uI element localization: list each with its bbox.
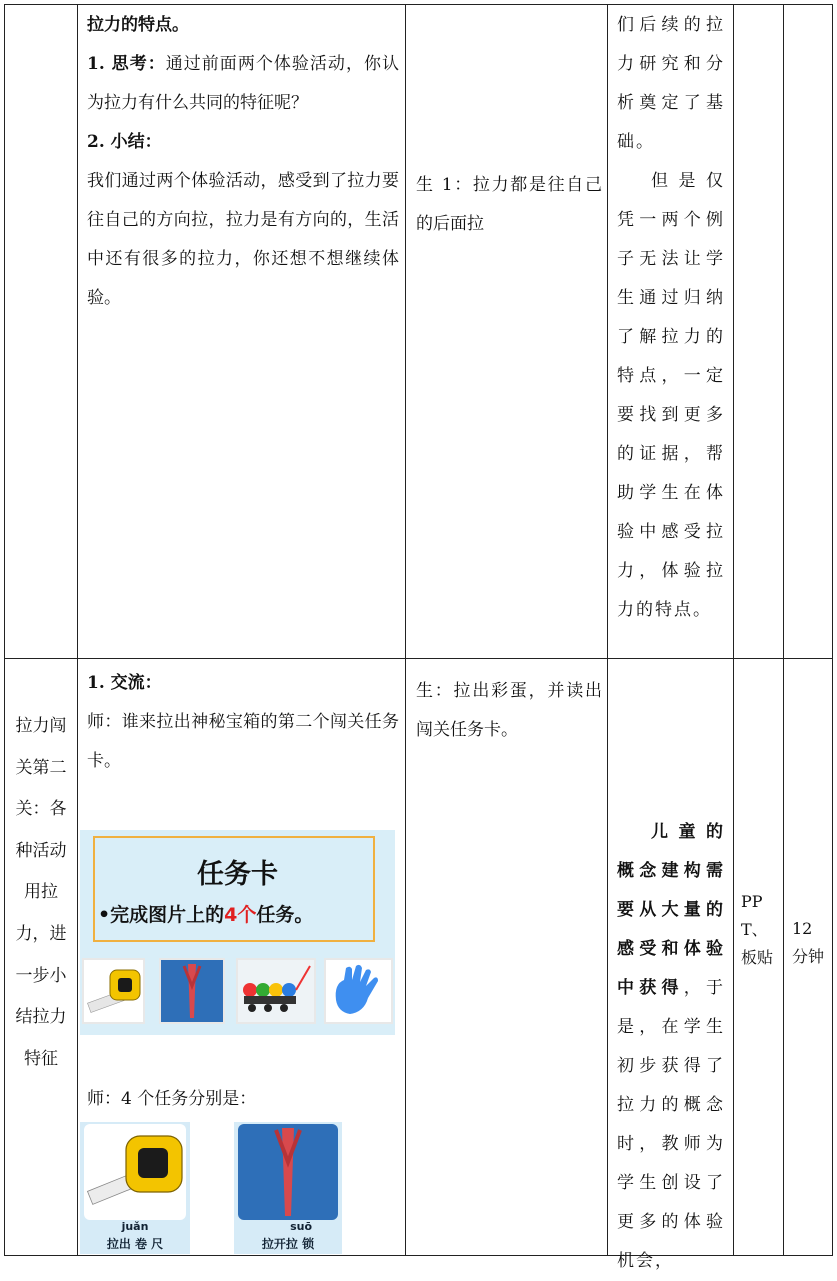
row1-intent-cell	[617, 6, 725, 630]
row2-student-answer: 生：拉出彩蛋，并读出闯关任务卡。	[416, 681, 602, 740]
task-card-sub-prefix: •完成图片上的	[98, 904, 225, 926]
summary-text: 我们通过两个体验活动，感受到了拉力要往自己的方向拉，拉力是有方向的，生活中还有很多的拉力，你还想不想继续体验。	[87, 171, 399, 308]
grid-line	[832, 4, 833, 1256]
row2-intent-cell	[617, 813, 725, 1281]
tape-measure-icon	[84, 960, 143, 1022]
grid-line	[4, 658, 833, 659]
zipper-icon	[161, 960, 223, 1022]
grid-line	[405, 4, 406, 1256]
task-card-sub-suffix: 任务。	[256, 904, 314, 926]
task-card-subtitle	[98, 900, 313, 927]
think-label: 1. 思考：	[87, 54, 166, 74]
time-cell: 12分钟	[792, 919, 825, 966]
toy-cars-thumbnail	[236, 958, 316, 1024]
pull-toy-icon	[238, 960, 314, 1022]
zipper-photo	[234, 1122, 342, 1254]
task-card-sub-number: 4个	[224, 904, 257, 926]
teacher-line-1: 师：谁来拉出神秘宝箱的第二个闯关任务卡。	[87, 712, 399, 771]
row1-student-answer: 生 1：拉力都是往自己的后面拉	[416, 175, 602, 234]
grid-line	[4, 4, 833, 5]
summary-label: 2. 小结：	[87, 132, 162, 152]
zipper-photo-icon	[234, 1122, 342, 1222]
zipper-thumbnail	[159, 958, 225, 1024]
think-question	[87, 45, 399, 123]
tape-measure-pinyin: juǎn	[121, 1220, 149, 1233]
glove-thumbnail	[324, 958, 393, 1024]
intent-normal-text: ，于是，在学生初步获得了拉力的概念时，教师为学生创设了更多的体验机会，	[617, 978, 725, 1271]
grid-line	[733, 4, 734, 1256]
grid-line	[607, 4, 608, 1256]
stage-title: 拉力闯关第二关：各种活动用拉力，进一步小结拉力特征	[15, 716, 67, 1069]
task-card-title: 任务卡	[197, 859, 278, 890]
tape-measure-photo-icon	[80, 1122, 190, 1222]
grid-line	[783, 4, 784, 1256]
task-card-image	[80, 830, 395, 1035]
media-cell: PPT、板贴	[741, 892, 774, 967]
tape-measure-label: 拉出 卷 尺	[106, 1237, 164, 1251]
think-text: 通过前面两个体验活动，你认为拉力有什么共同的特征呢？	[87, 54, 399, 113]
grid-line	[4, 4, 5, 1256]
intent-text	[617, 813, 725, 1281]
grid-line	[77, 4, 78, 1256]
intent-bold-text: 儿童的概念建构需要从大量的感受和体验中获得	[617, 822, 725, 998]
exchange-label: 1. 交流：	[87, 673, 162, 693]
tape-measure-thumbnail	[82, 958, 145, 1024]
teacher-line-2: 师：4 个任务分别是：	[87, 1089, 257, 1109]
intent-para-2: 但是仅凭一两个例子无法让学生通过归纳了解拉力的特点，一定要找到更多的证据，帮助学生在体验中感受拉力，体验拉力的特点。	[617, 171, 725, 620]
section-heading: 拉力的特点。	[87, 15, 189, 35]
zipper-label: 拉开拉 锁	[261, 1237, 315, 1251]
row1-content-cell	[87, 6, 399, 318]
zipper-pinyin: suō	[290, 1220, 312, 1233]
tape-measure-photo	[80, 1122, 190, 1254]
row2-content-cell	[87, 664, 399, 781]
intent-para-1: 们后续的拉力研究和分析奠定了基础。	[617, 15, 725, 152]
glove-icon	[326, 960, 391, 1022]
